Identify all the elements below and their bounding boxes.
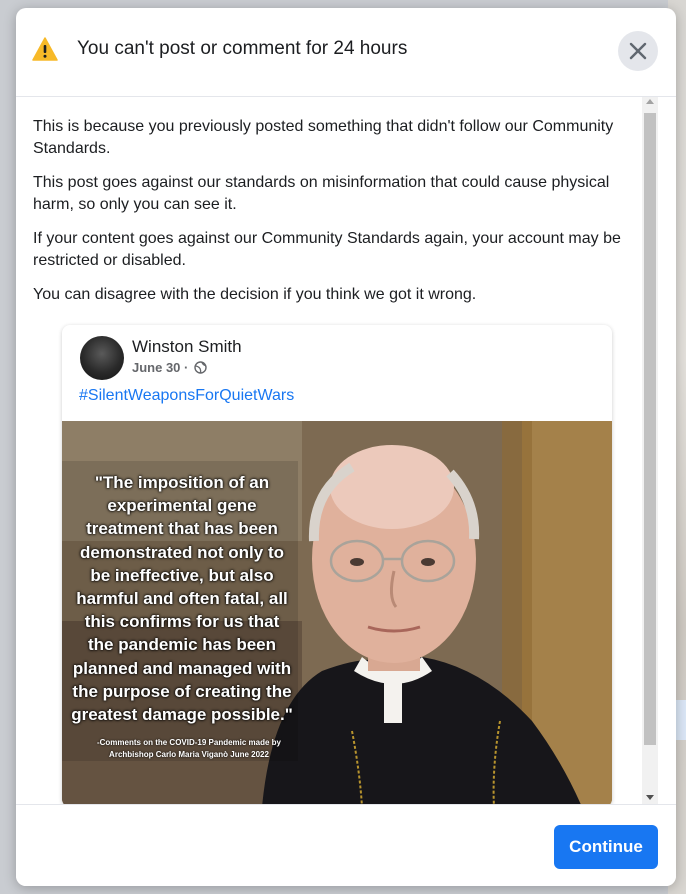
warning-text: If your content goes against our Community Standards again, your account may be restricted or disabled.: [33, 230, 621, 269]
continue-button[interactable]: Continue: [554, 825, 658, 869]
image-quote: "The imposition of an experimental gene treatment that has been demonstrated not only to be ineffective, but also harmful and often fatal, all this confirms for us that the pandemic has been planned and managed with the purpose of creating the greatest damage possible.": [71, 473, 293, 725]
dialog-scrollbar[interactable]: [642, 97, 658, 804]
post-date[interactable]: June 30 ·: [132, 360, 189, 375]
dialog-title: You can't post or comment for 24 hours: [77, 38, 408, 59]
restriction-dialog: [16, 8, 676, 886]
scroll-down-arrow-icon[interactable]: [646, 795, 654, 800]
post-preview: [62, 325, 612, 804]
dialog-body: [16, 97, 656, 804]
close-button[interactable]: [618, 31, 658, 71]
image-caption: -Comments on the COVID-19 Pandemic made by Archbishop Carlo Maria Viganò June 2022: [96, 738, 282, 759]
warning-triangle-icon: [32, 37, 58, 61]
post-image[interactable]: [62, 421, 612, 804]
policy-text: This post goes against our standards on misinformation that could cause physical harm, so only you can see it.: [33, 174, 610, 213]
dialog-header: [16, 8, 676, 97]
post-hashtag[interactable]: #SilentWeaponsForQuietWars: [79, 387, 295, 404]
avatar[interactable]: [80, 336, 124, 380]
close-icon: [629, 42, 647, 60]
scroll-thumb[interactable]: [644, 113, 656, 745]
post-author[interactable]: Winston Smith: [132, 337, 242, 356]
globe-icon: [194, 361, 207, 377]
explanation-text: This is because you previously posted something that didn't follow our Community Standards.: [33, 118, 614, 157]
dialog-footer: [16, 804, 676, 886]
post-meta: [132, 360, 207, 377]
scroll-up-arrow-icon[interactable]: [646, 99, 654, 104]
disagree-text: You can disagree with the decision if you think we got it wrong.: [33, 286, 477, 303]
